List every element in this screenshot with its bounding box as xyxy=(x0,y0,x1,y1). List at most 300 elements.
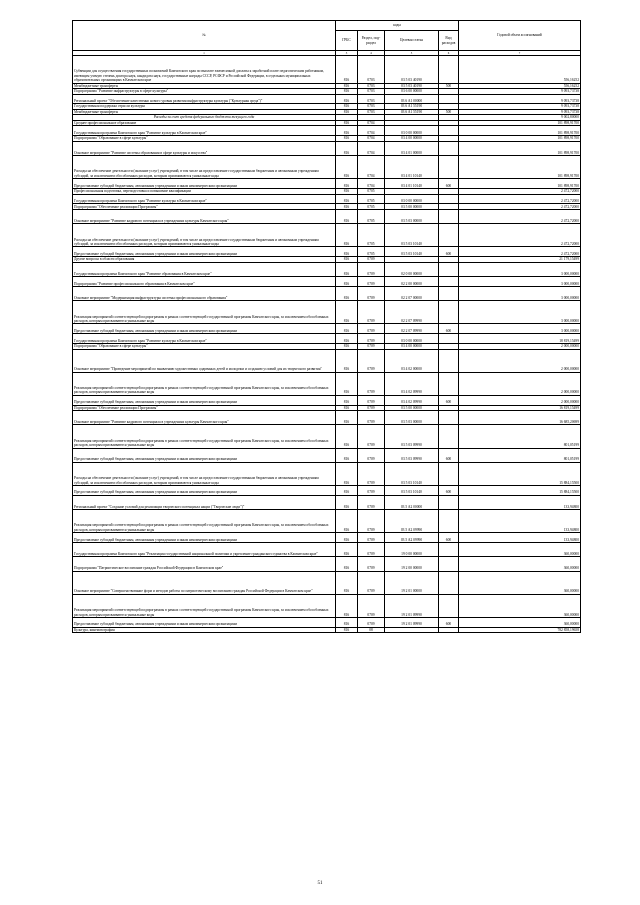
row-grbs: 816 xyxy=(336,104,358,110)
table-body xyxy=(73,56,581,633)
row-name: Предоставление субсидий бюджетным, автономным учреждениям и иным некоммерческим организациям xyxy=(73,533,336,543)
row-sum: 101 898,91700 xyxy=(459,156,581,179)
row-grbs: 816 xyxy=(336,448,358,462)
row-name: Реализация мероприятий соответствующей подпрограммы в рамках соответствующей государственной программы Камчатского края, за исключением обособленных расходов, которым присваиваются уникальные коды xyxy=(73,594,336,617)
row-name: Региональный проект "Создание условий для реализации творческого потенциала нации ("Творческие люди")" xyxy=(73,495,336,509)
row-name: Основное мероприятие "Совершенствование форм и методов работы по патриотическому воспитанию граждан Российской Федерации в Камчатском крае" xyxy=(73,571,336,594)
header-vr: Вид расходов xyxy=(439,31,459,51)
row-name: Расходы за счет средств федерального бюджета текущего года xyxy=(73,115,336,121)
table-row xyxy=(73,141,581,155)
row-csr: 03 4 01 10140 xyxy=(385,179,439,189)
row-vr: 600 xyxy=(439,179,459,189)
row-sum: 133,94800 xyxy=(459,510,581,533)
row-razdel: 0709 xyxy=(358,533,385,543)
budget-table xyxy=(72,20,581,633)
row-csr: 03 4 02 09990 xyxy=(385,372,439,395)
row-vr: 500 xyxy=(439,109,459,115)
row-name: Реализация мероприятий соответствующей подпрограммы в рамках соответствующей государственной программы Камчатского края, за исключением обособленных расходов, которым присваиваются уникальные коды xyxy=(73,510,336,533)
row-csr: 03 0 00 00000 xyxy=(385,126,439,136)
row-name: Государственная программа Камчатского края "Развитие культуры в Камчатском крае" xyxy=(73,126,336,136)
row-name: Расходы на обеспечение деятельности (оказание услуг) учреждений, в том числе на предоставление государственным бюджетным и автономным учреждениям субсидий, за исключением обособленных расходов, которым присваиваются уникальные коды xyxy=(73,462,336,485)
row-grbs: 816 xyxy=(336,126,358,136)
row-name: Подпрограмма "Образование в сфере культуры" xyxy=(73,136,336,142)
row-grbs: 816 xyxy=(336,179,358,189)
table-row xyxy=(73,277,581,287)
row-name: Основное мероприятие "Модернизация инфраструктуры системы профессионального образования" xyxy=(73,286,336,300)
row-vr: 600 xyxy=(439,533,459,543)
row-vr xyxy=(439,495,459,509)
table-row xyxy=(73,462,581,485)
row-grbs: 816 xyxy=(336,257,358,263)
row-razdel: 0709 xyxy=(358,324,385,334)
row-name: Предоставление субсидий бюджетным, автономным учреждениям и иным некоммерческим организациям xyxy=(73,324,336,334)
row-name: Предоставление субсидий бюджетным, автономным учреждениям и иным некоммерческим организациям xyxy=(73,247,336,257)
table-row xyxy=(73,301,581,324)
row-grbs: 816 xyxy=(336,543,358,557)
table-row xyxy=(73,286,581,300)
row-csr: 03 5 03 09990 xyxy=(385,425,439,448)
table-row xyxy=(73,56,581,84)
row-csr: 03 5 03 40190 xyxy=(385,56,439,84)
row-vr xyxy=(439,277,459,287)
row-vr: 600 xyxy=(439,395,459,405)
row-csr: 03 5 A2 00000 xyxy=(385,495,439,509)
row-razdel: 0705 xyxy=(358,204,385,210)
col-number: 3 xyxy=(336,51,358,56)
row-grbs: 816 xyxy=(336,224,358,247)
row-name: Другие вопросы в области образования xyxy=(73,257,336,263)
table-row xyxy=(73,262,581,276)
row-razdel: 0709 xyxy=(358,617,385,627)
row-csr: 03 6 00 00000 xyxy=(385,89,439,95)
row-name: Подпрограмма "Образование в сфере культуры" xyxy=(73,344,336,350)
header-grbs: ГРБС xyxy=(336,31,358,51)
row-name: Основное мероприятие "Проведение мероприятий по выявлению художественно одаренных детей и молодежи и созданию условий для их творческого развития" xyxy=(73,349,336,372)
row-sum: 556,16252 xyxy=(459,83,581,89)
table-row xyxy=(73,571,581,594)
row-vr xyxy=(439,411,459,425)
row-vr xyxy=(439,224,459,247)
row-razdel: 0709 xyxy=(358,510,385,533)
row-name: Реализация мероприятий соответствующей подпрограммы в рамках соответствующей государственной программы Камчатского края, за исключением обособленных расходов, которым присваиваются уникальные коды xyxy=(73,301,336,324)
row-name: Реализация мероприятий соответствующей подпрограммы в рамках соответствующей государственной программы Камчатского края, за исключением обособленных расходов, которым присваиваются уникальные коды xyxy=(73,425,336,448)
row-grbs: 816 xyxy=(336,510,358,533)
table-row xyxy=(73,510,581,533)
row-csr: 03 6 A1 00000 xyxy=(385,94,439,104)
row-sum: 801,05199 xyxy=(459,425,581,448)
header-csr: Целевая статья xyxy=(385,31,439,51)
row-csr: 03 4 01 10140 xyxy=(385,156,439,179)
row-sum: 801,05199 xyxy=(459,448,581,462)
row-grbs: 816 xyxy=(336,485,358,495)
row-vr xyxy=(439,156,459,179)
row-sum: 18 819,15499 xyxy=(459,334,581,344)
row-sum: 9 002,80000 xyxy=(459,115,581,121)
row-csr: 03 5 03 00000 xyxy=(385,411,439,425)
row-vr: 600 xyxy=(439,617,459,627)
row-razdel: 0709 xyxy=(358,543,385,557)
row-razdel: 0703 xyxy=(358,83,385,89)
row-vr xyxy=(439,286,459,300)
col-number: 6 xyxy=(439,51,459,56)
row-name: Подпрограмма "Развитие профессионального образования в Камчатском крае" xyxy=(73,277,336,287)
row-csr: 19 2 01 09990 xyxy=(385,594,439,617)
page-number: 51 xyxy=(317,881,323,886)
row-csr xyxy=(385,627,439,633)
row-csr: 03 5 03 40190 xyxy=(385,83,439,89)
row-grbs: 816 xyxy=(336,425,358,448)
table-row xyxy=(73,209,581,223)
row-sum: 3 000,00000 xyxy=(459,262,581,276)
row-name: Основное мероприятие "Развитие кадрового потенциала в учреждениях культуры Камчатского края" xyxy=(73,209,336,223)
row-razdel: 0703 xyxy=(358,109,385,115)
row-grbs: 816 xyxy=(336,395,358,405)
row-vr xyxy=(439,334,459,344)
row-csr: 19 2 00 00000 xyxy=(385,557,439,571)
row-vr xyxy=(439,627,459,633)
header-razdel: Раздел, под- раздел xyxy=(358,31,385,51)
row-razdel: 08 xyxy=(358,627,385,633)
row-name: Предоставление субсидий бюджетным, автономным учреждениям и иным некоммерческим организациям xyxy=(73,395,336,405)
row-name: Межбюджетные трансферты xyxy=(73,83,336,89)
row-grbs: 816 xyxy=(336,462,358,485)
row-grbs: 816 xyxy=(336,349,358,372)
row-sum: 9 093,73738 xyxy=(459,94,581,104)
row-razdel: 0709 xyxy=(358,395,385,405)
row-name: Государственная программа Камчатского края "Развитие культуры в Камчатском крае" xyxy=(73,334,336,344)
row-sum: 2 000,00000 xyxy=(459,349,581,372)
row-csr: 03 5 03 10140 xyxy=(385,485,439,495)
row-sum: 15 884,15500 xyxy=(459,485,581,495)
row-csr: 02 2 07 00000 xyxy=(385,286,439,300)
table-row xyxy=(73,533,581,543)
table-row xyxy=(73,179,581,189)
row-vr xyxy=(439,425,459,448)
row-sum: 101 898,91700 xyxy=(459,126,581,136)
row-grbs: 816 xyxy=(336,189,358,195)
row-grbs: 816 xyxy=(336,56,358,84)
row-name: Предоставление субсидий бюджетным, автономным учреждениям и иным некоммерческим организациям xyxy=(73,617,336,627)
row-name: Предоставление субсидий бюджетным, автономным учреждениям и иным некоммерческим организациям xyxy=(73,179,336,189)
row-grbs: 816 xyxy=(336,136,358,142)
table-row xyxy=(73,372,581,395)
row-sum: 2 472,72000 xyxy=(459,204,581,210)
row-name: Предоставление субсидий бюджетным, автономным учреждениям и иным некоммерческим организациям xyxy=(73,448,336,462)
row-razdel: 0709 xyxy=(358,557,385,571)
row-grbs: 816 xyxy=(336,411,358,425)
row-sum: 9 093,73738 xyxy=(459,104,581,110)
row-razdel: 0709 xyxy=(358,485,385,495)
row-vr xyxy=(439,510,459,533)
row-csr: 03 5 03 10140 xyxy=(385,224,439,247)
row-name: Расходы на обеспечение деятельности (оказание услуг) учреждений, в том числе на предоставление государственным бюджетным и автономным учреждениям субсидий, за исключением обособленных расходов, которым присваиваются уникальные коды xyxy=(73,224,336,247)
row-grbs: 816 xyxy=(336,286,358,300)
row-vr xyxy=(439,141,459,155)
row-razdel: 0709 xyxy=(358,495,385,509)
row-razdel: 0709 xyxy=(358,462,385,485)
row-vr: 600 xyxy=(439,247,459,257)
row-csr: 03 4 01 00000 xyxy=(385,141,439,155)
table-row xyxy=(73,247,581,257)
row-csr: 03 0 00 00000 xyxy=(385,334,439,344)
row-grbs: 816 xyxy=(336,344,358,350)
header-no: № xyxy=(73,21,336,51)
row-razdel: 0703 xyxy=(358,94,385,104)
table-row xyxy=(73,349,581,372)
row-grbs: 816 xyxy=(336,571,358,594)
row-name: Среднее профессиональное образование xyxy=(73,120,336,126)
row-grbs: 816 xyxy=(336,120,358,126)
table-row xyxy=(73,324,581,334)
row-razdel: 0704 xyxy=(358,141,385,155)
row-razdel: 0705 xyxy=(358,209,385,223)
row-csr: 03 5 A2 09990 xyxy=(385,533,439,543)
row-razdel: 0704 xyxy=(358,120,385,126)
row-sum: 360,00000 xyxy=(459,571,581,594)
table-row xyxy=(73,425,581,448)
row-grbs: 816 xyxy=(336,301,358,324)
row-sum: 101 898,91700 xyxy=(459,120,581,126)
table-row xyxy=(73,557,581,571)
header-codes: коды xyxy=(336,21,459,31)
row-vr xyxy=(439,126,459,136)
col-number: 1 xyxy=(73,51,336,56)
row-sum: 3 000,00000 xyxy=(459,301,581,324)
budget-document xyxy=(72,20,580,633)
row-razdel: 0709 xyxy=(358,286,385,300)
row-sum: 21 179,15499 xyxy=(459,257,581,263)
row-razdel: 0705 xyxy=(358,194,385,204)
table-row xyxy=(73,617,581,627)
row-csr: 19 0 00 00000 xyxy=(385,543,439,557)
col-number: 4 xyxy=(358,51,385,56)
row-razdel: 0709 xyxy=(358,262,385,276)
table-row xyxy=(73,94,581,104)
row-razdel: 0705 xyxy=(358,247,385,257)
row-grbs: 816 xyxy=(336,262,358,276)
row-grbs: 816 xyxy=(336,594,358,617)
row-vr xyxy=(439,209,459,223)
row-csr: 02 2 07 09990 xyxy=(385,301,439,324)
table-row xyxy=(73,543,581,557)
row-sum: 360,00000 xyxy=(459,543,581,557)
row-csr: 03 5 03 10140 xyxy=(385,462,439,485)
row-sum: 101 898,91700 xyxy=(459,136,581,142)
row-name: Предоставление субсидий бюджетным, автономным учреждениям и иным некоммерческим организациям xyxy=(73,485,336,495)
row-razdel: 0709 xyxy=(358,334,385,344)
table-row xyxy=(73,126,581,136)
row-sum: 360,00000 xyxy=(459,594,581,617)
row-sum: 9 093,73738 xyxy=(459,109,581,115)
row-sum: 782 858,19658 xyxy=(459,627,581,633)
row-name: Подпрограмма "Обеспечение реализации Программы" xyxy=(73,405,336,411)
row-name: Культура, кинематография xyxy=(73,627,336,633)
row-razdel: 0709 xyxy=(358,301,385,324)
row-grbs: 816 xyxy=(336,495,358,509)
row-vr: 600 xyxy=(439,448,459,462)
row-csr: 03 4 00 00000 xyxy=(385,344,439,350)
row-name: Профессиональная подготовка, переподготовка и повышение квалификации xyxy=(73,189,336,195)
row-csr: 02 2 07 09990 xyxy=(385,324,439,334)
table-row xyxy=(73,411,581,425)
table-row xyxy=(73,224,581,247)
row-name: Основное мероприятие "Развитие кадрового потенциала в учреждениях культуры Камчатского края" xyxy=(73,411,336,425)
row-vr xyxy=(439,56,459,84)
row-razdel: 0703 xyxy=(358,104,385,110)
row-razdel: 0709 xyxy=(358,372,385,395)
row-razdel: 0709 xyxy=(358,405,385,411)
row-csr: 03 4 02 00000 xyxy=(385,349,439,372)
row-vr xyxy=(439,194,459,204)
row-name: Межбюджетные трансферты xyxy=(73,109,336,115)
col-number: 7 xyxy=(459,51,581,56)
row-csr: 19 2 01 09990 xyxy=(385,617,439,627)
header-row-codes xyxy=(73,21,581,31)
row-name: Государственная программа Камчатского края "Развитие образования в Камчатском крае" xyxy=(73,262,336,276)
row-csr: 03 5 03 00000 xyxy=(385,209,439,223)
row-vr xyxy=(439,594,459,617)
row-sum: 2 000,00000 xyxy=(459,372,581,395)
row-razdel: 0709 xyxy=(358,425,385,448)
row-name: Реализация мероприятий соответствующей подпрограммы в рамках соответствующей государственной программы Камчатского края, за исключением обособленных расходов, которым присваиваются уникальные коды xyxy=(73,372,336,395)
row-sum: 2 472,72000 xyxy=(459,209,581,223)
row-razdel: 0709 xyxy=(358,277,385,287)
row-grbs: 816 xyxy=(336,334,358,344)
header-sum: Годовой объем ассигнований xyxy=(459,21,581,51)
row-sum: 360,00000 xyxy=(459,557,581,571)
row-name: Подпрограмма "Обеспечение реализации Программы" xyxy=(73,204,336,210)
row-sum: 556,16252 xyxy=(459,56,581,84)
row-grbs: 816 xyxy=(336,156,358,179)
row-grbs: 816 xyxy=(336,247,358,257)
row-sum: 3 000,00000 xyxy=(459,286,581,300)
row-csr: 03 5 03 10140 xyxy=(385,247,439,257)
row-razdel: 0709 xyxy=(358,257,385,263)
row-csr: 03 4 02 09990 xyxy=(385,395,439,405)
row-grbs: 816 xyxy=(336,204,358,210)
row-razdel: 0704 xyxy=(358,136,385,142)
row-sum: 3 000,00000 xyxy=(459,324,581,334)
row-grbs: 816 xyxy=(336,627,358,633)
row-csr: 03 6 A1 55190 xyxy=(385,104,439,110)
row-name: Расходы на обеспечение деятельности (оказание услуг) учреждений, в том числе на предоставление государственным бюджетным и автономным учреждениям субсидий, за исключением обособленных расходов, которым присваиваются уникальные коды xyxy=(73,156,336,179)
row-sum: 360,00000 xyxy=(459,617,581,627)
row-vr xyxy=(439,262,459,276)
row-sum: 101 898,91700 xyxy=(459,141,581,155)
table-row xyxy=(73,594,581,617)
row-razdel: 0705 xyxy=(358,224,385,247)
row-razdel: 0709 xyxy=(358,344,385,350)
row-grbs: 816 xyxy=(336,94,358,104)
row-csr: 03 5 03 09990 xyxy=(385,448,439,462)
row-grbs: 816 xyxy=(336,141,358,155)
row-sum: 2 000,00000 xyxy=(459,395,581,405)
table-row xyxy=(73,495,581,509)
row-name: Подпрограмма "Развитие инфраструктуры в сфере культуры" xyxy=(73,89,336,95)
row-vr: 500 xyxy=(439,83,459,89)
row-grbs: 816 xyxy=(336,109,358,115)
row-csr: 19 2 01 00000 xyxy=(385,571,439,594)
table-row xyxy=(73,194,581,204)
row-grbs: 816 xyxy=(336,324,358,334)
row-sum: 2 472,72000 xyxy=(459,247,581,257)
row-razdel: 0703 xyxy=(358,89,385,95)
row-grbs: 816 xyxy=(336,209,358,223)
row-sum: 2 472,72000 xyxy=(459,224,581,247)
row-sum: 2 472,72000 xyxy=(459,194,581,204)
row-sum: 15 884,15500 xyxy=(459,462,581,485)
row-sum: 9 093,73738 xyxy=(459,89,581,95)
row-razdel: 0709 xyxy=(358,571,385,594)
row-grbs: 816 xyxy=(336,405,358,411)
row-sum: 133,94800 xyxy=(459,533,581,543)
row-csr: 02 0 00 00000 xyxy=(385,262,439,276)
row-name: Основное мероприятие "Развитие системы образования в сфере культуры и искусства" xyxy=(73,141,336,155)
row-grbs: 816 xyxy=(336,83,358,89)
row-razdel: 0704 xyxy=(358,156,385,179)
row-vr: 600 xyxy=(439,485,459,495)
row-sum: 2 472,72000 xyxy=(459,189,581,195)
row-razdel: 0703 xyxy=(358,56,385,84)
table-row xyxy=(73,448,581,462)
row-name: Государственная программа Камчатского края "Реализация государственной национальной политики и укрепление гражданского единства в Камчатском крае" xyxy=(73,543,336,557)
row-vr xyxy=(439,372,459,395)
row-name: Региональный проект "Обеспечение качественно нового уровня развития инфраструктуры культуры ("Культурная среда")" xyxy=(73,94,336,104)
row-vr xyxy=(439,301,459,324)
row-razdel: 0709 xyxy=(358,349,385,372)
row-grbs: 816 xyxy=(336,277,358,287)
row-vr xyxy=(439,571,459,594)
row-razdel: 0704 xyxy=(358,126,385,136)
row-vr xyxy=(439,94,459,104)
row-grbs: 816 xyxy=(336,89,358,95)
row-csr: 03 5 A2 09990 xyxy=(385,510,439,533)
row-razdel: 0709 xyxy=(358,594,385,617)
row-name: Государственная программа Камчатского края "Развитие культуры в Камчатском крае" xyxy=(73,194,336,204)
table-row xyxy=(73,156,581,179)
row-sum: 16 819,15499 xyxy=(459,405,581,411)
row-csr: 03 5 00 00000 xyxy=(385,405,439,411)
row-name: Государственная поддержка отрасли культуры xyxy=(73,104,336,110)
row-grbs: 816 xyxy=(336,557,358,571)
row-grbs: 816 xyxy=(336,372,358,395)
row-razdel: 0704 xyxy=(358,179,385,189)
row-razdel: 0709 xyxy=(358,411,385,425)
row-razdel: 0705 xyxy=(358,189,385,195)
row-sum: 3 000,00000 xyxy=(459,277,581,287)
table-row xyxy=(73,395,581,405)
row-csr: 03 0 00 00000 xyxy=(385,194,439,204)
row-name: Субвенции для осуществления государственных полномочий Камчатского края по выплате ежемесячной доплаты к заработной плате педагогическим работникам, имеющим ученую степень доктора наук, кандидата наук, государственные награды СССР, РСФСР и Российской Федерации, в отдельных муниципальных образовательных организациях в Камчатском крае xyxy=(73,56,336,84)
row-vr xyxy=(439,349,459,372)
row-vr xyxy=(439,543,459,557)
row-name: Подпрограмма "Патриотическое воспитание граждан Российской Федерации в Камчатском крае" xyxy=(73,557,336,571)
table-row xyxy=(73,334,581,344)
row-grbs: 816 xyxy=(336,533,358,543)
row-sum: 101 898,91700 xyxy=(459,179,581,189)
row-vr xyxy=(439,462,459,485)
table-row xyxy=(73,485,581,495)
col-number: 5 xyxy=(385,51,439,56)
row-vr xyxy=(439,557,459,571)
row-grbs: 816 xyxy=(336,617,358,627)
row-csr: 03 5 00 00000 xyxy=(385,204,439,210)
row-sum: 16 685,20699 xyxy=(459,411,581,425)
row-csr: 03 4 00 00000 xyxy=(385,136,439,142)
row-sum: 2 000,00000 xyxy=(459,344,581,350)
row-grbs: 816 xyxy=(336,194,358,204)
row-csr: 03 6 A1 55190 xyxy=(385,109,439,115)
